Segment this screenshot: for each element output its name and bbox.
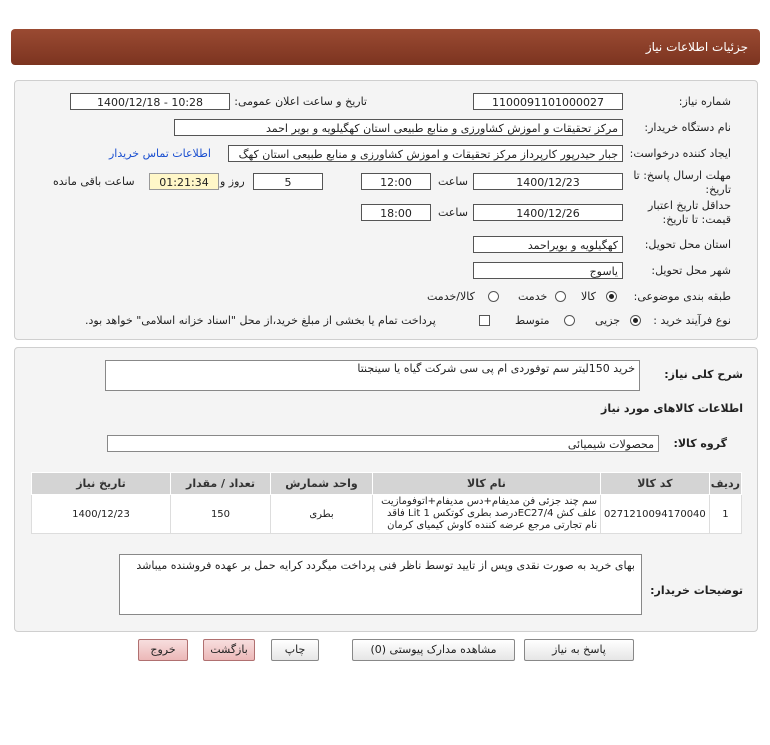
- treasury-payment-checkbox[interactable]: [479, 315, 490, 326]
- validity-date-field: 1400/12/26: [473, 204, 623, 221]
- goods-info-title: اطلاعات کالاهای مورد نیاز: [601, 402, 743, 415]
- validity-time-field: 18:00: [361, 204, 431, 221]
- purchase-radio-minor[interactable]: [630, 315, 641, 326]
- category-option-goods: کالا: [581, 290, 596, 303]
- category-option-goods-service: کالا/خدمت: [427, 290, 475, 303]
- province-label: استان محل تحویل:: [644, 238, 731, 251]
- city-field: یاسوج: [473, 262, 623, 279]
- buyer-notes-label: توضیحات خریدار:: [650, 584, 743, 597]
- cell-row: 1: [709, 495, 741, 534]
- cell-qty: 150: [170, 495, 270, 534]
- validity-label-2: قیمت: تا تاریخ:: [662, 213, 731, 226]
- category-radio-goods[interactable]: [606, 291, 617, 302]
- validity-label-1: حداقل تاریخ اعتبار: [647, 199, 731, 212]
- announce-field: 1400/12/18 - 10:28: [70, 93, 230, 110]
- col-qty: تعداد / مقدار: [170, 473, 270, 495]
- purchase-type-label: نوع فرآیند خرید :: [653, 314, 731, 327]
- remaining-time-field: 01:21:34: [149, 173, 219, 190]
- summary-field: خرید 150لیتر سم توفوردی ام پی سی شرکت گیاه یا سینجنتا: [105, 360, 640, 391]
- cell-date: 1400/12/23: [32, 495, 171, 534]
- announce-label: تاریخ و ساعت اعلان عمومی:: [234, 95, 367, 108]
- days-label: روز و: [220, 175, 245, 188]
- deadline-label-2: تاریخ:: [705, 183, 731, 196]
- buyer-notes-field: بهای خرید به صورت نقدی وپس از تایید توسط ناظر فنی پرداخت میگردد کرایه حمل بر عهده فروشنده میباشد: [119, 554, 642, 615]
- exit-button[interactable]: خروج: [138, 639, 188, 661]
- summary-label: شرح کلی نیاز:: [664, 368, 743, 381]
- category-label: طبقه بندی موضوعی:: [633, 290, 731, 303]
- col-date: تاریخ نیاز: [32, 473, 171, 495]
- cell-name: سم چند جزئی فن مدیفام+دس مدیفام+اتوفومازیت علف کش EC27/4درصد بطری کوتکس Lit 1 فاقد نام تجارتی مرجع عرضه کننده کاوش کیمیای کرمان: [372, 495, 600, 534]
- need-number-label: شماره نیاز:: [678, 95, 731, 108]
- treasury-payment-note: پرداخت تمام یا بخشی از مبلغ خرید،از محل "اسناد خزانه اسلامی" خواهد بود.: [85, 314, 436, 327]
- col-row: ردیف: [709, 473, 741, 495]
- deadline-label-1: مهلت ارسال پاسخ: تا: [633, 169, 731, 182]
- creator-label: ایجاد کننده درخواست:: [629, 147, 731, 160]
- goods-group-field: محصولات شیمیائی: [107, 435, 659, 452]
- province-field: کهگیلویه و بویراحمد: [473, 236, 623, 253]
- col-unit: واحد شمارش: [270, 473, 372, 495]
- validity-time-label: ساعت: [438, 206, 468, 219]
- cell-code: 0271210094170040: [600, 495, 709, 534]
- buyer-org-field: مرکز تحقیقات و اموزش کشاورزی و منابع طبیعی استان کهگیلویه و بویر احمد: [174, 119, 623, 136]
- need-info-panel: [14, 80, 758, 340]
- attachments-button[interactable]: مشاهده مدارک پیوستی (0): [352, 639, 515, 661]
- deadline-time-label: ساعت: [438, 175, 468, 188]
- reply-button[interactable]: پاسخ به نیاز: [524, 639, 634, 661]
- buyer-contact-link[interactable]: اطلاعات تماس خریدار: [109, 147, 211, 160]
- city-label: شهر محل تحویل:: [651, 264, 731, 277]
- need-number-field: 1100091101000027: [473, 93, 623, 110]
- goods-table: [31, 472, 742, 534]
- deadline-time-field: 12:00: [361, 173, 431, 190]
- page-title: جزئیات اطلاعات نیاز: [645, 40, 748, 54]
- back-button[interactable]: بازگشت: [203, 639, 255, 661]
- purchase-radio-medium[interactable]: [564, 315, 575, 326]
- cell-unit: بطری: [270, 495, 372, 534]
- goods-group-label: گروه کالا:: [673, 437, 727, 450]
- buyer-org-label: نام دستگاه خریدار:: [644, 121, 731, 134]
- print-button[interactable]: چاپ: [271, 639, 319, 661]
- creator-field: جبار حیدرپور کارپرداز مرکز تحقیقات و اموزش کشاورزی و منابع طبیعی استان کهگ: [228, 145, 623, 162]
- category-radio-service[interactable]: [555, 291, 566, 302]
- purchase-option-minor: جزیی: [595, 314, 621, 327]
- col-name: نام کالا: [372, 473, 600, 495]
- purchase-option-medium: متوسط: [515, 314, 550, 327]
- deadline-date-field: 1400/12/23: [473, 173, 623, 190]
- category-option-service: خدمت: [518, 290, 548, 303]
- category-radio-goods-service[interactable]: [488, 291, 499, 302]
- page-header: [11, 29, 760, 65]
- need-details-panel: [14, 347, 758, 632]
- remaining-label: ساعت باقی مانده: [53, 175, 135, 188]
- table-row: [32, 495, 742, 534]
- days-field: 5: [253, 173, 323, 190]
- col-code: کد کالا: [600, 473, 709, 495]
